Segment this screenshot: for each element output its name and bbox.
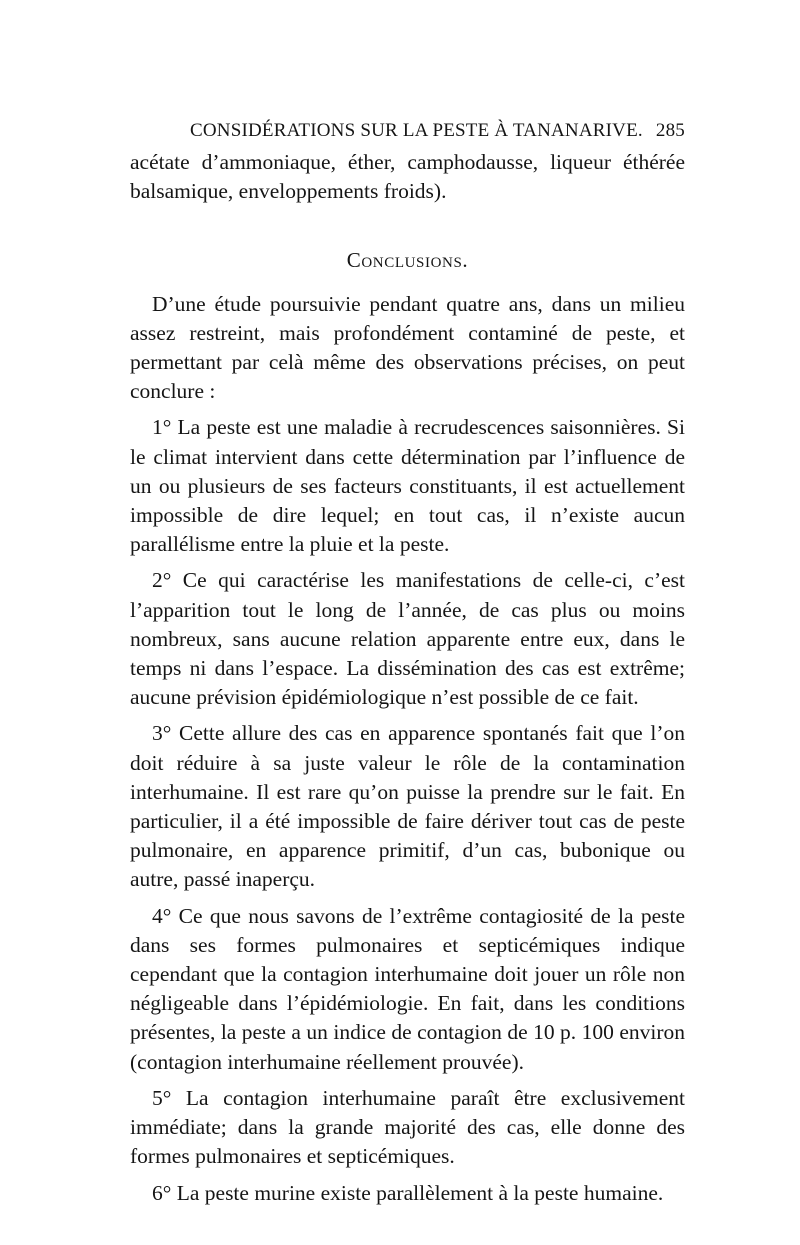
running-header [130, 118, 685, 148]
conclusion-1: 1° La peste est une maladie à recrudescences saisonnières. Si le climat intervient dans cette détermination par l’influence de un ou plusieurs de ses facteurs constituants, il est actuellement impossible de dire lequel; en tout cas, il n’existe aucun parallélisme entre la pluie et la peste. [130, 415, 685, 557]
intro-paragraph: D’une étude poursuivie pendant quatre ans, dans un milieu assez restreint, mais profondément contaminé de peste, et permettant par celà même des observations précises, on peut conclure : [130, 291, 685, 404]
conclusion-4: 4° Ce que nous savons de l’extrême contagiosité de la peste dans ses formes pulmonaires et septicémiques indique cependant que la contagion interhumaine doit jouer un rôle non négligeable dans l’épidémiologie. En fait, dans les conditions présentes, la peste a un indice de contagion de 10 p. 100 environ (contagion interhumaine réellement prouvée). [130, 903, 685, 1074]
book-page [130, 118, 685, 1208]
conclusion-3: 3° Cette allure des cas en apparence spontanés fait que l’on doit réduire à sa juste valeur le rôle de la contamination interhumaine. Il est rare qu’on puisse la prendre sur le fait. En particulier, il a été impossible de faire dériver tout cas de peste pulmonaire, en apparence primitif, d’un cas, bubonique ou autre, passé inaperçu. [130, 721, 685, 892]
running-title: CONSIDÉRATIONS SUR LA PESTE À TANANARIVE. [190, 120, 643, 141]
continued-paragraph: acétate d’ammoniaque, éther, camphodausse, liqueur éthérée balsamique, enveloppements froids). [130, 150, 685, 204]
page-body [130, 148, 685, 1208]
conclusion-5: 5° La contagion interhumaine paraît être exclusivement immédiate; dans la grande majorité des cas, elle donne des formes pulmonaires et septicémiques. [130, 1085, 685, 1169]
conclusion-2: 2° Ce qui caractérise les manifestations de celle-ci, c’est l’apparition tout le long de l’année, de cas plus ou moins nombreux, sans aucune relation apparente entre eux, dans le temps ni dans l’espace. La dissémination des cas est extrême; aucune prévision épidémiologique n’est possible de ce fait. [130, 568, 685, 710]
section-heading: Conclusions. [346, 248, 469, 273]
page-number: 285 [655, 120, 685, 141]
conclusion-6: 6° La peste murine existe parallèlement à la peste humaine. [152, 1180, 664, 1205]
